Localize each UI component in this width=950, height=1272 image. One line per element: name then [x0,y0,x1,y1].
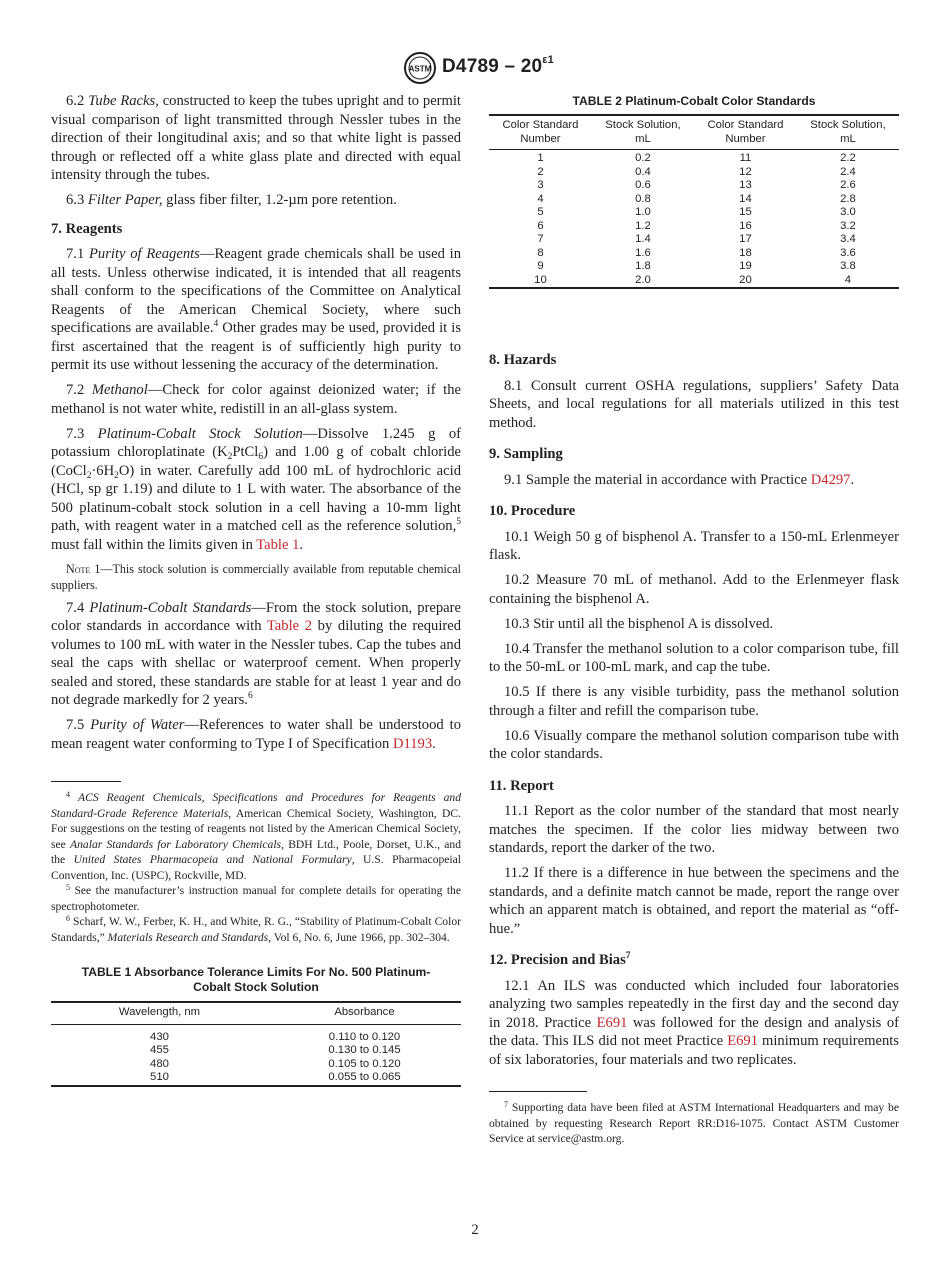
para-10-2: 10.2 Measure 70 mL of methanol. Add to the Erlenmeyer flask containing the bisphenol A. [489,572,899,607]
right-column [489,92,899,1147]
table-row: 4 0.8 14 2.8 [537,192,856,205]
para-10-5: 10.5 If there is any visible turbidity, pass the methanol solution through a filter and refill the comparison tube. [489,684,899,719]
page-header [0,52,950,84]
table-row: 1 0.2 11 2.2 [537,152,856,164]
table-row: 2 0.4 12 2.4 [537,165,856,178]
footnote-divider [51,781,121,782]
e691-link[interactable]: E691 [596,1014,628,1031]
table-header: Stock Solution, mL [797,115,899,150]
table-header: Wavelength, nm [51,1002,268,1024]
para-9-1: 9.1 Sample the material in accordance with Practice D4297. [504,471,855,488]
para-10-6: 10.6 Visually compare the methanol solution comparison tube with the color standards. [489,727,899,762]
section-heading-precision-and-bias: 12. Precision and Bias$^7$ [489,951,631,968]
para-8-1: 8.1 Consult current OSHA regulations, suppliers’ Safety Data Sheets, and local regulations for all materials utilized in this test method. [489,377,899,431]
para-10-1: 10.1 Weigh 50 g of bisphenol A. Transfer to a 150-mL Erlenmeyer flask. [489,528,899,563]
footnote-7: $^7$ Supporting data have been filed at ASTM International Headquarters and may be obtained by requesting Research Report RR:D16-1075. Contact ASTM Customer Service at service@astm.org. [489,1100,900,1145]
table-1-caption: TABLE 1 Absorbance Tolerance Limits For No. 500 Platinum-Cobalt Stock Solution [81,965,431,994]
table-1 [51,1001,461,1087]
editorial-epsilon: ε1 [542,54,554,66]
section-heading-reagents: 7. Reagents [51,220,123,237]
note-1: Note 1—This stock solution is commercially available from reputable chemical suppliers. [51,561,461,592]
table-2-caption: TABLE 2 Platinum-Cobalt Color Standards [572,94,816,108]
d1193-link[interactable]: D1193 [392,735,433,752]
table-row: 9 1.8 19 3.8 [537,260,856,272]
table-header: Absorbance [268,1002,461,1024]
table-row: 10 2.0 20 4 [534,273,852,286]
footnote-divider [489,1091,587,1092]
table-1-link[interactable]: Table 1 [256,536,300,553]
table-row: 5 1.0 15 3.0 [537,206,856,218]
para-7-5: 7.5 Purity of Water—References to water shall be understood to mean reagent water conforming to Type I of Specification D1193. [51,717,461,752]
e691-link[interactable]: E691 [727,1033,758,1049]
table-row: 510 0.055 to 0.065 [150,1071,401,1083]
para-6-3: 6.3 Filter Paper, glass fiber filter, 1.2-µm pore retention. [66,192,397,208]
footnote-ref-5[interactable]: 5 [456,517,461,527]
para-7-4: 7.4 Platinum-Cobalt Standards—From the stock solution, prepare color standards in accordance with Table 2 by diluting the required volumes to 100 mL with water in the Nessler tubes. Cap the tubes and seal the caps with shellac or waterproof cement. When properly sealed and stored, these standards are stable for at least 1 year and do not degrade markedly for 2 years.$^6$ [51,599,462,708]
document-designation [442,56,554,78]
table-2 [489,114,899,289]
table-row: 7 1.4 17 3.4 [537,233,856,245]
page-number: 2 [471,1222,479,1238]
para-11-2: 11.2 If there is a difference in hue between the specimens and the standards, and a definite match cannot be made, report the range over which an apparent match is obtained, and report the material as “off-hue.” [489,865,899,937]
table-row: 430 0.110 to 0.120 [150,1030,401,1043]
table-row: 3 0.6 13 2.6 [537,179,856,191]
para-10-4: 10.4 Transfer the methanol solution to a color comparison tube, fill to the 50-mL or 100-mL mark, and cap the tube. [489,640,899,675]
table-header: Color Standard Number [694,115,797,150]
para-6-2: 6.2 Tube Racks, constructed to keep the tubes upright and to permit visual comparison of light transmitted through Nessler tubes in the direction of their longitudinal axis; and so that white light is passed through or reflected off a white glass plate and directed with equal intensity through the tubes. [51,93,461,183]
logo-text: ASTM [408,64,432,74]
table-row: 6 1.2 16 3.2 [537,219,856,232]
table-row: 480 0.105 to 0.120 [150,1057,401,1070]
table-row: 455 0.130 to 0.145 [150,1044,401,1056]
para-10-3: 10.3 Stir until all the bisphenol A is dissolved. [504,615,774,632]
footnote-ref-6[interactable]: 6 [247,691,253,701]
section-heading-procedure: 10. Procedure [489,503,576,519]
para-7-3: 7.3 Platinum-Cobalt Stock Solution—Dissolve 1.245 g of potassium chloroplatinate $(K_2PtCl_6)$ and 1.00 g of cobalt chloride $(CoCl_2\cdot 6H_2O)$ in water. Carefully add 100 mL of hydrochloric acid (HCl, sp gr 1.19) and dilute to 1 L with water. The absorbance of the 500 platinum-cobalt stock solution in a cell having a 10-mm light path, with reagent water in a matched cell as the reference solution,$^5$ must fall within the limits given in Table 1. [51,425,461,553]
footnote-6: $^6$ Scharf, W. W., Ferber, K. H., and White, R. G., “Stability of Platinum-Cobalt Color Standards,” Materials Research and Standards, Vol 6, No. 6, June 1966, pp. 302–304. [51,914,461,944]
table-header: Color Standard Number [489,115,592,150]
para-11-1: 11.1 Report as the color number of the standard that most nearly matches the specimen. If the color lies midway between two standards, report the darker of the two. [489,803,899,856]
astm-logo-icon [402,52,438,84]
table-row: 8 1.6 18 3.6 [537,246,856,259]
section-heading-hazards: 8. Hazards [489,352,557,368]
footnote-5: $^5$ See the manufacturer’s instruction manual for complete details for operating the spectrophotometer. [51,883,461,913]
left-column [51,92,461,1087]
table-header: Stock Solution, mL [592,115,694,150]
designation-text: D4789 – 20 [442,56,543,77]
d4297-link[interactable]: D4297 [810,471,851,488]
para-7-1: 7.1 Purity of Reagents—Reagent grade chemicals shall be used in all tests. Unless otherwise indicated, it is intended that all reagents shall conform to the specifications of the Committee on Analytical Reagents of the American Chemical Society, where such specifications are available.$^4$ Other grades may be used, provided it is first ascertained that the reagent is of sufficiently high purity to permit its use without lessening the accuracy of the determination. [51,246,461,373]
section-heading-report: 11. Report [489,777,554,794]
footnote-4: $^4$ ACS Reagent Chemicals, Specifications and Procedures for Reagents and Standard-Grade Reference Materials, American Chemical Society, Washington, DC. For suggestions on the testing of reagents not listed by the American Chemical Society, see Analar Standards for Laboratory Chemicals, BDH Ltd., Poole, Dorset, U.K., and the United States Pharmacopeia and National Formulary, U.S. Pharmacopeial Convention, Inc. (USPC), Rockville, MD. [51,790,462,882]
section-heading-sampling: 9. Sampling [489,446,563,462]
para-7-2: 7.2 Methanol—Check for color against deionized water; if the methanol is not water white, redistill in an all-glass system. [51,382,461,417]
footnote-ref-7[interactable]: 7 [625,951,631,961]
para-12-1: 12.1 An ILS was conducted which included four laboratories analyzing two samples repeatedly in the first day and the second day in 2018. Practice E691 was followed for the design and analysis of the data. This ILS did not meet Practice E691 minimum requirements of six laboratories, four materials and two replicates. [489,977,899,1068]
footnote-ref-4[interactable]: 4 [213,319,219,329]
table-2-link[interactable]: Table 2 [266,618,313,634]
